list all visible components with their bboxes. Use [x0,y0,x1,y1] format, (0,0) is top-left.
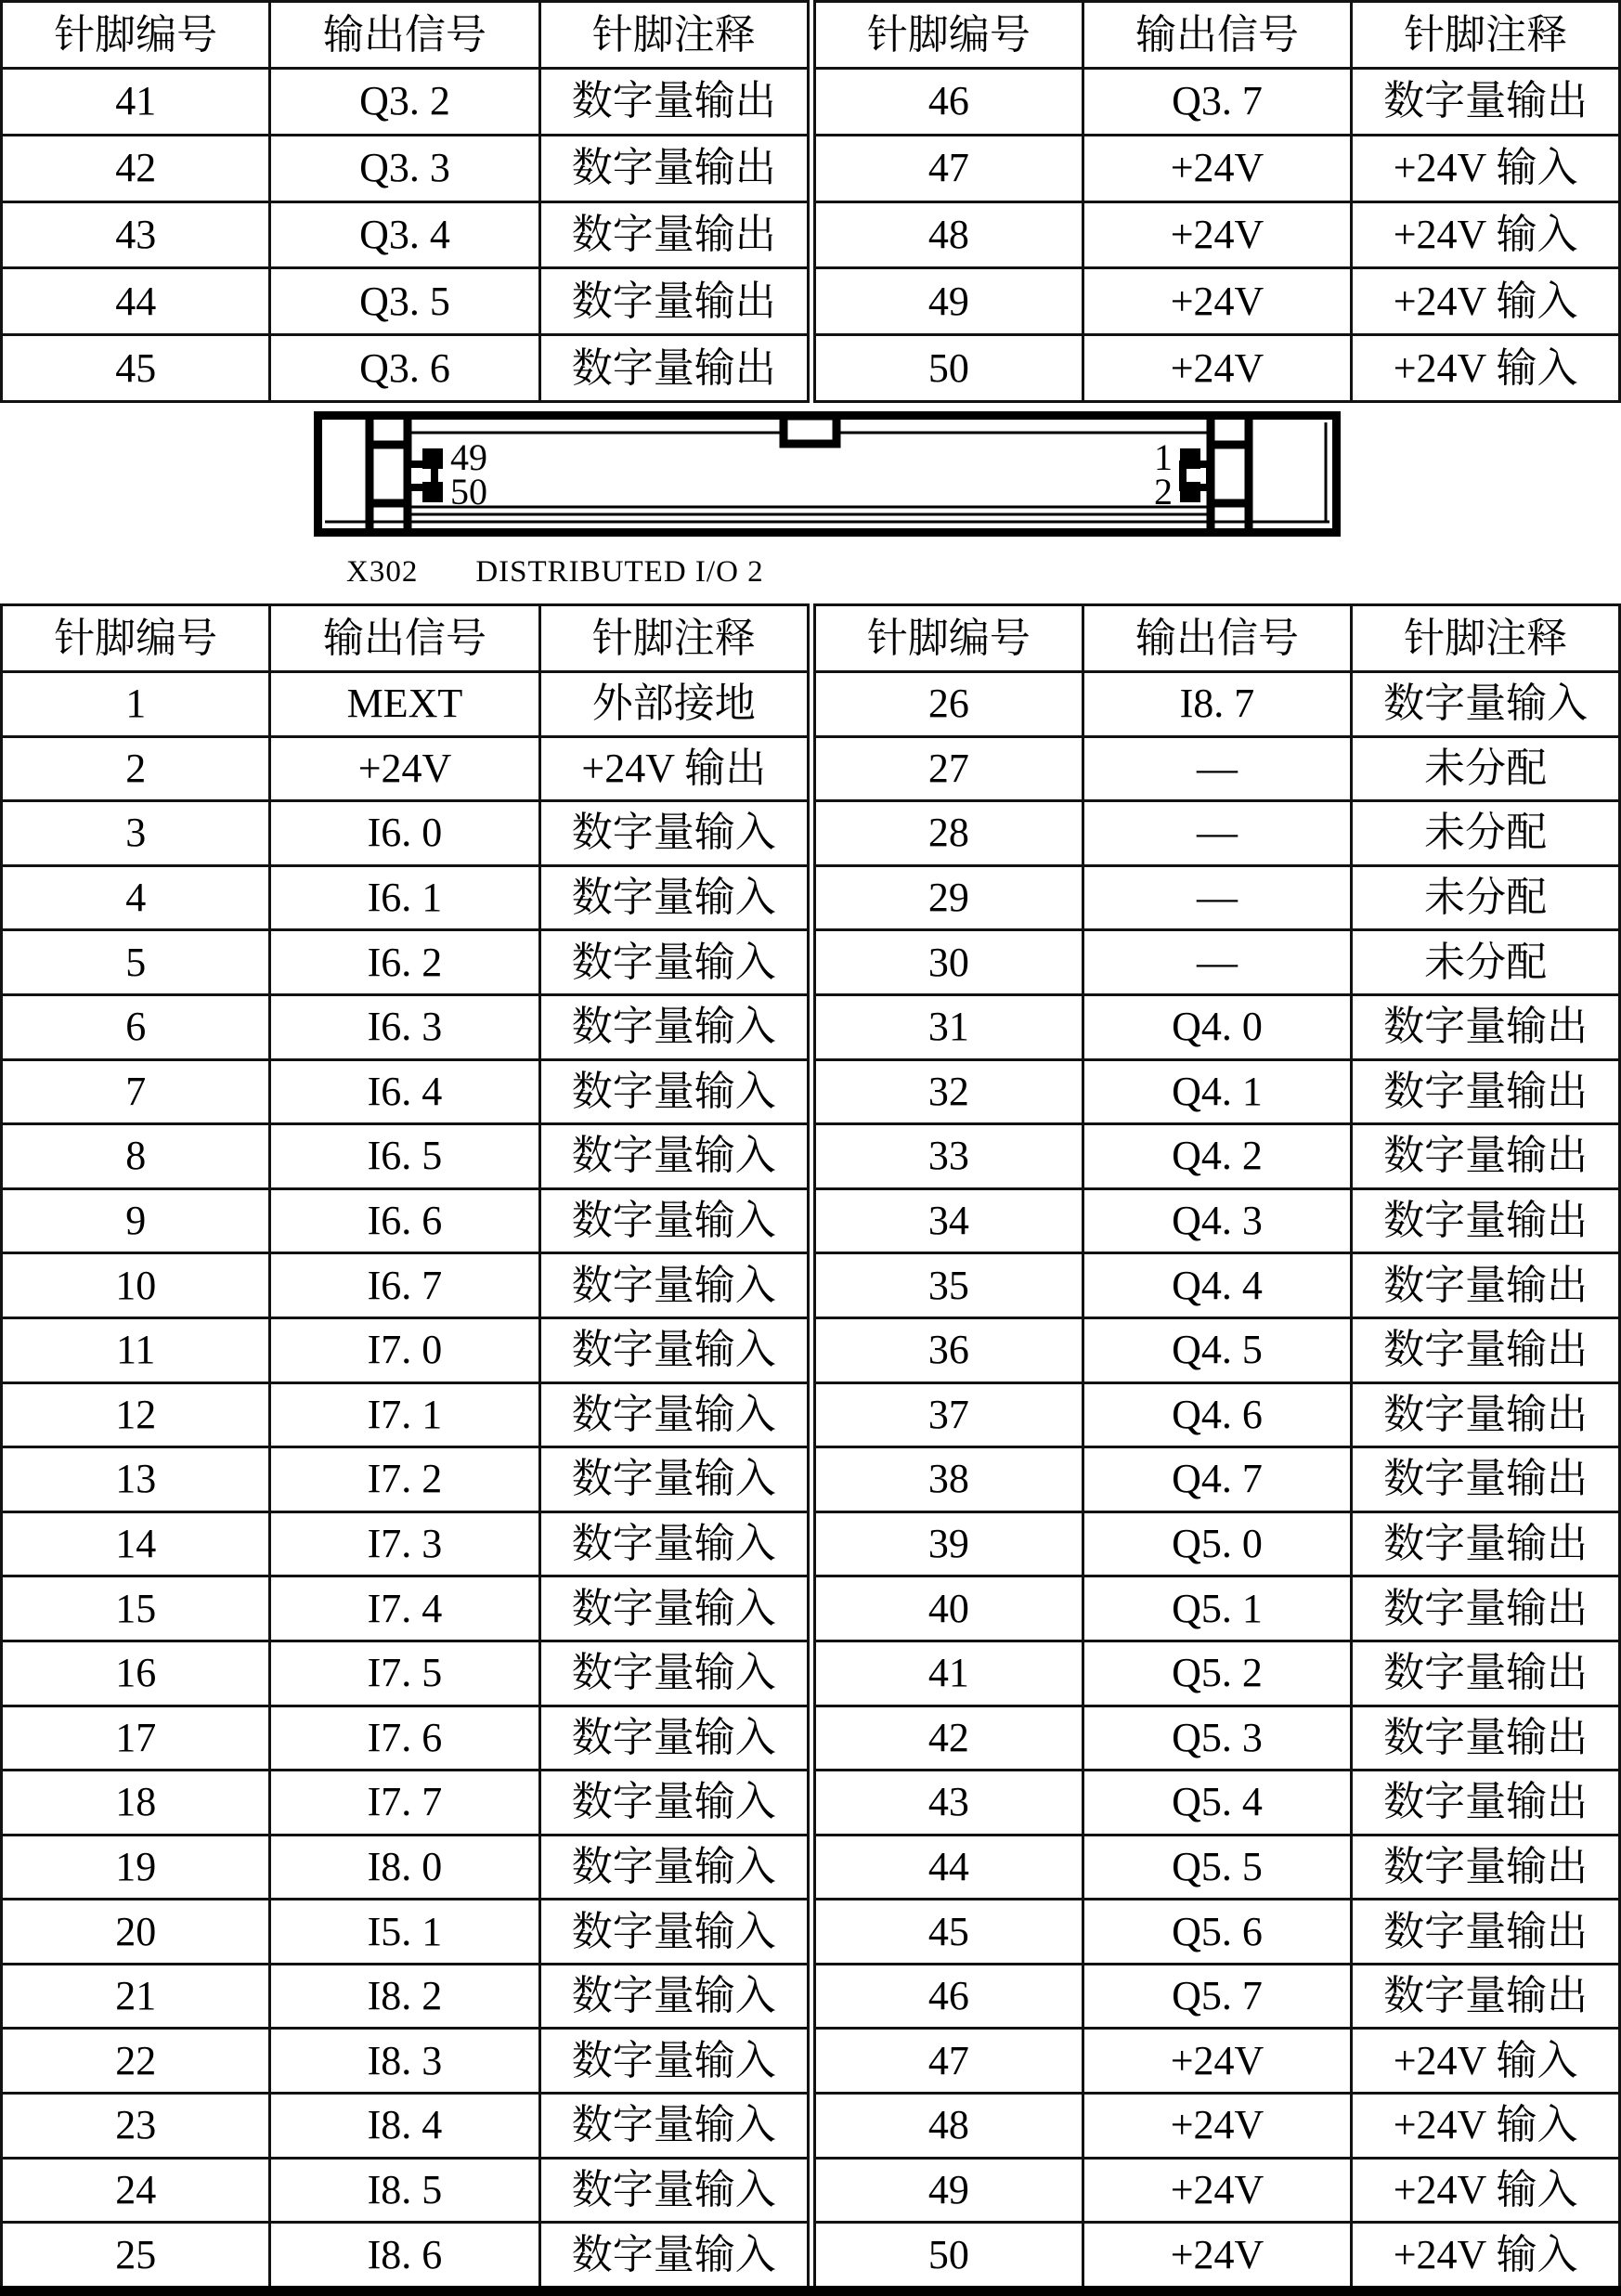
table-row [815,1576,1620,1641]
table-row [815,2029,1620,2094]
note-cell: +24V 输入 [1352,2158,1620,2223]
note-cell: 数字量输入 [539,2158,808,2223]
signal-cell: I7. 5 [270,1641,539,1706]
pin-cell: 44 [2,268,270,335]
pin-cell: 48 [815,201,1083,268]
signal-cell: I7. 4 [270,1576,539,1641]
note-cell: 数字量输出 [1352,1835,1620,1900]
signal-cell: I6. 2 [270,930,539,995]
pin-49-marker [422,448,443,469]
pin-cell: 18 [2,1771,270,1836]
note-cell: 数字量输入 [539,1253,808,1318]
signal-cell: Q5. 3 [1083,1706,1352,1771]
pin-cell: 11 [2,1317,270,1382]
connector-name: DISTRIBUTED I/O 2 [475,555,764,589]
note-cell: 数字量输出 [1352,1124,1620,1189]
pin-cell: 43 [2,201,270,268]
pin-cell: 35 [815,1253,1083,1318]
table-row [2,1511,809,1576]
table-row [815,1900,1620,1965]
note-cell: 数字量输出 [1352,1188,1620,1253]
pin-cell: 49 [815,2158,1083,2223]
table-row [815,1511,1620,1576]
pin-cell: 49 [815,268,1083,335]
table-row [2,1964,809,2029]
note-cell: 数字量输入 [539,865,808,930]
table-row [2,801,809,866]
signal-cell: Q4. 4 [1083,1253,1352,1318]
table-row [815,1706,1620,1771]
note-cell: +24V 输出 [539,736,808,801]
pin-cell: 20 [2,1900,270,1965]
table-row [2,1576,809,1641]
pin-cell: 19 [2,1835,270,1900]
note-cell: 数字量输出 [1352,1771,1620,1836]
note-cell: +24V 输入 [1352,135,1620,201]
table-row [2,1317,809,1382]
table-header-row [2,2,809,69]
pin-cell: 4 [2,865,270,930]
pin-cell: 41 [815,1641,1083,1706]
note-cell: 数字量输入 [539,1706,808,1771]
pin-cell: 7 [2,1059,270,1124]
signal-cell: I6. 5 [270,1124,539,1189]
note-cell: 数字量输入 [539,1382,808,1447]
pin-cell: 45 [2,335,270,402]
table-row [815,1253,1620,1318]
signal-cell: I7. 1 [270,1382,539,1447]
signal-cell: Q4. 7 [1083,1447,1352,1512]
table-row [815,1447,1620,1512]
note-cell: 数字量输入 [539,2094,808,2159]
signal-cell: I7. 0 [270,1317,539,1382]
pin-cell: 23 [2,2094,270,2159]
note-cell: 数字量输出 [1352,1641,1620,1706]
signal-cell: I8. 4 [270,2094,539,2159]
table-row [2,335,809,402]
table-row [2,1835,809,1900]
signal-cell: +24V [1083,201,1352,268]
pin-cell: 50 [815,2223,1083,2288]
signal-cell: Q5. 5 [1083,1835,1352,1900]
signal-cell: I7. 7 [270,1771,539,1836]
table-header-row [2,605,809,672]
signal-cell: — [1083,801,1352,866]
table-row [2,930,809,995]
signal-cell: Q4. 1 [1083,1059,1352,1124]
table-row [815,1835,1620,1900]
pin-cell: 37 [815,1382,1083,1447]
pin-cell: 47 [815,135,1083,201]
pin-cell: 40 [815,1576,1083,1641]
table-row [815,672,1620,737]
table-row [815,1641,1620,1706]
note-cell: 数字量输出 [1352,1706,1620,1771]
signal-cell: I8. 2 [270,1964,539,2029]
table-row [2,1253,809,1318]
table-row [815,2223,1620,2288]
signal-cell: — [1083,865,1352,930]
signal-cell: MEXT [270,672,539,737]
table-row [815,201,1620,268]
table-row [815,801,1620,866]
table-row [2,1706,809,1771]
note-cell: 数字量输出 [539,69,808,136]
table-row [815,2094,1620,2159]
note-cell: 数字量输入 [539,1641,808,1706]
pin-cell: 34 [815,1188,1083,1253]
table-row [815,1059,1620,1124]
note-cell: +24V 输入 [1352,2094,1620,2159]
table-row [815,1382,1620,1447]
column-header: 针脚注释 [539,605,808,672]
signal-cell: I6. 0 [270,801,539,866]
note-cell: 数字量输入 [539,1511,808,1576]
signal-cell: +24V [1083,2094,1352,2159]
pin-cell: 10 [2,1253,270,1318]
note-cell: 外部接地 [539,672,808,737]
pin-50-marker [422,482,443,502]
pin-2-marker [1180,482,1200,502]
note-cell: 数字量输入 [539,801,808,866]
pin-cell: 22 [2,2029,270,2094]
pin-50-label: 50 [450,471,487,512]
pin-cell: 39 [815,1511,1083,1576]
signal-cell: I8. 0 [270,1835,539,1900]
note-cell: +24V 输入 [1352,2029,1620,2094]
pin-cell: 3 [2,801,270,866]
note-cell: 数字量输入 [539,2029,808,2094]
note-cell: +24V 输入 [1352,335,1620,402]
note-cell: 数字量输入 [539,1576,808,1641]
connector-top-notch [784,416,836,444]
note-cell: 数字量输出 [1352,1253,1620,1318]
table-row [2,736,809,801]
pin-cell: 17 [2,1706,270,1771]
note-cell: 数字量输出 [539,268,808,335]
column-header: 针脚注释 [1352,605,1620,672]
pin-cell: 21 [2,1964,270,2029]
pin-cell: 30 [815,930,1083,995]
signal-cell: I7. 3 [270,1511,539,1576]
signal-cell: +24V [270,736,539,801]
note-cell: 数字量输出 [539,335,808,402]
note-cell: 数字量输入 [539,1188,808,1253]
signal-cell: — [1083,736,1352,801]
signal-cell: I6. 6 [270,1188,539,1253]
pin-cell: 27 [815,736,1083,801]
pin-cell: 50 [815,335,1083,402]
signal-cell: +24V [1083,2029,1352,2094]
table-header-row [815,2,1620,69]
pin-cell: 16 [2,1641,270,1706]
signal-cell: Q4. 0 [1083,994,1352,1059]
pin-cell: 33 [815,1124,1083,1189]
pin-cell: 25 [2,2223,270,2288]
signal-cell: I6. 4 [270,1059,539,1124]
note-cell: 数字量输入 [539,1900,808,1965]
connector-caption [346,555,764,592]
table-row [2,1382,809,1447]
pin-1-marker [1180,448,1200,469]
column-header: 针脚编号 [815,2,1083,69]
table-row [815,865,1620,930]
table-row [815,1964,1620,2029]
table-row [815,1124,1620,1189]
pin-cell: 9 [2,1188,270,1253]
table-row [815,1188,1620,1253]
table-row [2,672,809,737]
table-row [2,2223,809,2288]
signal-cell: Q4. 6 [1083,1382,1352,1447]
table-row [815,268,1620,335]
signal-cell: Q5. 1 [1083,1576,1352,1641]
pin-table-bottom-left [0,603,810,2289]
pin-cell: 43 [815,1771,1083,1836]
pin-cell: 14 [2,1511,270,1576]
signal-cell: Q4. 3 [1083,1188,1352,1253]
column-header: 针脚注释 [1352,2,1620,69]
pin-2-label: 2 [1154,471,1173,512]
note-cell: 数字量输出 [1352,1059,1620,1124]
pin-cell: 24 [2,2158,270,2223]
signal-cell: Q4. 5 [1083,1317,1352,1382]
table-row [815,736,1620,801]
signal-cell: Q5. 6 [1083,1900,1352,1965]
table-row [815,930,1620,995]
pin-cell: 5 [2,930,270,995]
pin-cell: 1 [2,672,270,737]
column-header: 针脚编号 [2,2,270,69]
note-cell: +24V 输入 [1352,2223,1620,2288]
signal-cell: +24V [1083,2158,1352,2223]
note-cell: 数字量输入 [539,1124,808,1189]
table-row [2,1900,809,1965]
table-row [815,1317,1620,1382]
note-cell: 数字量输出 [1352,1511,1620,1576]
signal-cell: Q5. 2 [1083,1641,1352,1706]
signal-cell: Q3. 4 [270,201,539,268]
pin-cell: 29 [815,865,1083,930]
signal-cell: Q3. 3 [270,135,539,201]
pin-cell: 8 [2,1124,270,1189]
note-cell: 数字量输入 [539,1835,808,1900]
signal-cell: I6. 7 [270,1253,539,1318]
signal-cell: I7. 6 [270,1706,539,1771]
signal-cell: I8. 6 [270,2223,539,2288]
note-cell: 数字量输出 [539,135,808,201]
pin-cell: 45 [815,1900,1083,1965]
signal-cell: I7. 2 [270,1447,539,1512]
pin-cell: 12 [2,1382,270,1447]
column-header: 针脚编号 [815,605,1083,672]
note-cell: 未分配 [1352,736,1620,801]
pin-cell: 28 [815,801,1083,866]
pin-cell: 13 [2,1447,270,1512]
note-cell: 数字量输入 [539,1964,808,2029]
pin-cell: 41 [2,69,270,136]
pin-cell: 46 [815,1964,1083,2029]
table-row [2,1124,809,1189]
pin-cell: 6 [2,994,270,1059]
table-row [2,994,809,1059]
signal-cell: Q5. 4 [1083,1771,1352,1836]
signal-cell: Q3. 2 [270,69,539,136]
column-header: 针脚注释 [539,2,808,69]
signal-cell: Q3. 7 [1083,69,1352,136]
pin-cell: 26 [815,672,1083,737]
pin-cell: 15 [2,1576,270,1641]
pin-cell: 38 [815,1447,1083,1512]
note-cell: 数字量输入 [539,1447,808,1512]
pin-cell: 48 [815,2094,1083,2159]
column-header: 输出信号 [1083,2,1352,69]
signal-cell: Q3. 6 [270,335,539,402]
table-row [815,994,1620,1059]
note-cell: 数字量输入 [539,930,808,995]
table-row [2,1641,809,1706]
signal-cell: +24V [1083,335,1352,402]
pin-cell: 31 [815,994,1083,1059]
column-header: 输出信号 [270,2,539,69]
table-row [2,1188,809,1253]
note-cell: 数字量输入 [539,1059,808,1124]
note-cell: 数字量输出 [1352,994,1620,1059]
signal-cell: I8. 5 [270,2158,539,2223]
note-cell: 数字量输入 [1352,672,1620,737]
pin-cell: 42 [815,1706,1083,1771]
table-row [815,1771,1620,1836]
note-cell: 数字量输出 [1352,69,1620,136]
table-row [815,335,1620,402]
note-cell: 数字量输入 [539,1771,808,1836]
table-header-row [815,605,1620,672]
page-bottom-edge [0,2286,1621,2296]
pin-cell: 46 [815,69,1083,136]
signal-cell: I6. 1 [270,865,539,930]
note-cell: 未分配 [1352,930,1620,995]
signal-cell: Q4. 2 [1083,1124,1352,1189]
note-cell: 数字量输出 [539,201,808,268]
note-cell: +24V 输入 [1352,201,1620,268]
note-cell: 数字量输出 [1352,1900,1620,1965]
signal-cell: I8. 3 [270,2029,539,2094]
table-row [2,135,809,201]
note-cell: 未分配 [1352,865,1620,930]
note-cell: 未分配 [1352,801,1620,866]
table-row [2,2158,809,2223]
signal-cell: — [1083,930,1352,995]
signal-cell: +24V [1083,2223,1352,2288]
pin-49-label: 49 [450,436,487,478]
table-row [2,268,809,335]
pin-table-bottom-right [813,603,1621,2289]
pin-table-top-right [813,0,1621,403]
pin-cell: 36 [815,1317,1083,1382]
note-cell: 数字量输入 [539,994,808,1059]
column-header: 输出信号 [1083,605,1352,672]
table-row [2,1447,809,1512]
pin-cell: 2 [2,736,270,801]
table-row [2,1059,809,1124]
pin-cell: 47 [815,2029,1083,2094]
note-cell: 数字量输出 [1352,1382,1620,1447]
signal-cell: I6. 3 [270,994,539,1059]
pin-table-top-left [0,0,810,403]
table-row [2,2094,809,2159]
signal-cell: Q5. 7 [1083,1964,1352,2029]
signal-cell: +24V [1083,268,1352,335]
note-cell: 数字量输入 [539,1317,808,1382]
connector-code: X302 [346,555,419,589]
table-row [2,69,809,136]
pin-cell: 32 [815,1059,1083,1124]
table-row [815,2158,1620,2223]
signal-cell: Q3. 5 [270,268,539,335]
signal-cell: +24V [1083,135,1352,201]
note-cell: 数字量输出 [1352,1576,1620,1641]
signal-cell: Q5. 0 [1083,1511,1352,1576]
note-cell: 数字量输入 [539,2223,808,2288]
table-row [2,1771,809,1836]
note-cell: 数字量输出 [1352,1447,1620,1512]
table-row [815,135,1620,201]
pin-1-label: 1 [1154,436,1173,478]
pin-cell: 44 [815,1835,1083,1900]
connector-diagram [314,411,1341,538]
note-cell: 数字量输出 [1352,1317,1620,1382]
column-header: 针脚编号 [2,605,270,672]
table-row [2,865,809,930]
table-row [2,2029,809,2094]
column-header: 输出信号 [270,605,539,672]
signal-cell: I8. 7 [1083,672,1352,737]
note-cell: +24V 输入 [1352,268,1620,335]
signal-cell: I5. 1 [270,1900,539,1965]
note-cell: 数字量输出 [1352,1964,1620,2029]
pin-cell: 42 [2,135,270,201]
table-row [2,201,809,268]
table-row [815,69,1620,136]
